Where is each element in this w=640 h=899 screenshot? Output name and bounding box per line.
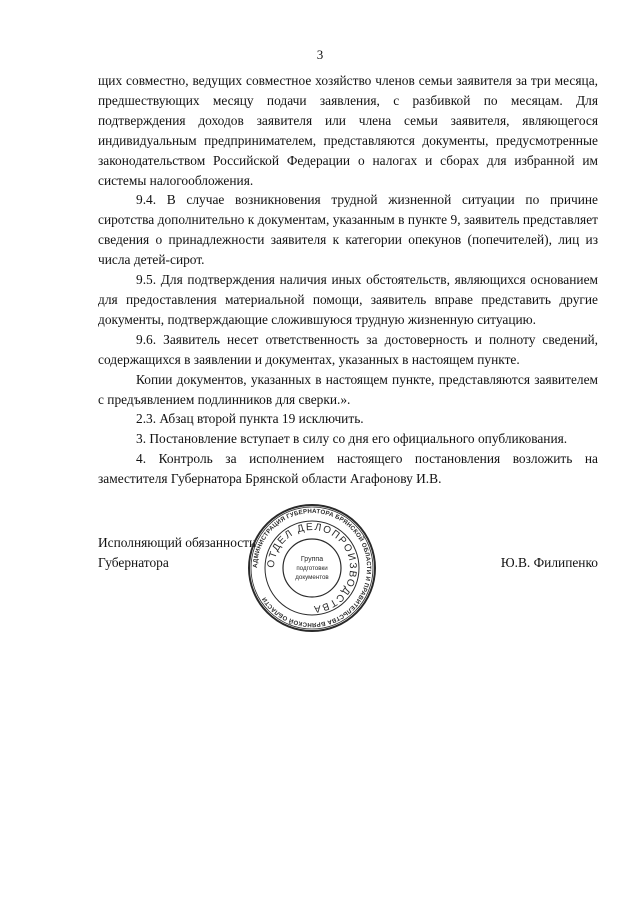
paragraph: 3. Постановление вступает в силу со дня его официального опубликования. bbox=[136, 431, 568, 447]
paragraph: Копии документов, указанных в настоящем пункте, представляются заявителем с предъявлением подлинников для сверки.». bbox=[98, 371, 598, 407]
signatory-title bbox=[98, 533, 256, 573]
paragraph: 2.3. Абзац второй пункта 19 исключить. bbox=[136, 411, 364, 427]
document-body bbox=[98, 71, 598, 489]
paragraph: щих совместно, ведущих совместное хозяйство членов семьи заявителя за три месяца, предшествующих месяцу подачи заявления, с разбивкой по месяцам. Для подтверждения доходов заявителя или члена семьи заявителя, являющегося индивидуальным предпринимателем, представляются документы, предусмотренные законодательством Российской Федерации о налогах и сборах для избранной им системы налогообложения. bbox=[98, 73, 598, 188]
seal-outer-ring-text: АДМИНИСТРАЦИЯ ГУБЕРНАТОРА БРЯНСКОЙ ОБЛАСТИ И ПРАВИТЕЛЬСТВА БРЯНСКОЙ ОБЛАСТИ bbox=[251, 507, 373, 629]
seal-inner-ring-text: ОТДЕЛ ДЕЛОПРОИЗВОДСТВА bbox=[265, 521, 359, 615]
signatory-name: Ю.В. Филипенко bbox=[500, 555, 598, 570]
paragraph: 9.4. В случае возникновения трудной жизненной ситуации по причине сиротства дополнительно к документам, указанным в пункте 9, заявитель представляет сведения о принадлежности заявителя к категории опекунов (попечителей), лиц из числа детей-сирот. bbox=[98, 192, 598, 268]
page-number: 3 bbox=[316, 47, 324, 62]
signatory-title-line: Исполняющий обязанности bbox=[98, 535, 257, 550]
paragraph: 4. Контроль за исполнением настоящего постановления возложить на заместителя Губернатора Брянской области Агафонову И.В. bbox=[98, 451, 598, 487]
paragraph: 9.6. Заявитель несет ответственность за достоверность и полноту сведений, содержащихся в заявлении и документах, указанных в настоящем пункте. bbox=[98, 331, 598, 367]
seal-center-line: документов bbox=[295, 574, 329, 581]
paragraph: 9.5. Для подтверждения наличия иных обстоятельств, являющихся основанием для предоставления материальной помощи, заявитель вправе представить другие документы, подтверждающие сложившуюся трудную жизненную ситуацию. bbox=[98, 272, 598, 327]
signatory-title-line: Губернатора bbox=[98, 554, 169, 570]
seal-center-line: Группа bbox=[300, 556, 324, 563]
seal-center-line: подготовки bbox=[296, 565, 328, 572]
official-stamp-seal bbox=[247, 503, 377, 633]
